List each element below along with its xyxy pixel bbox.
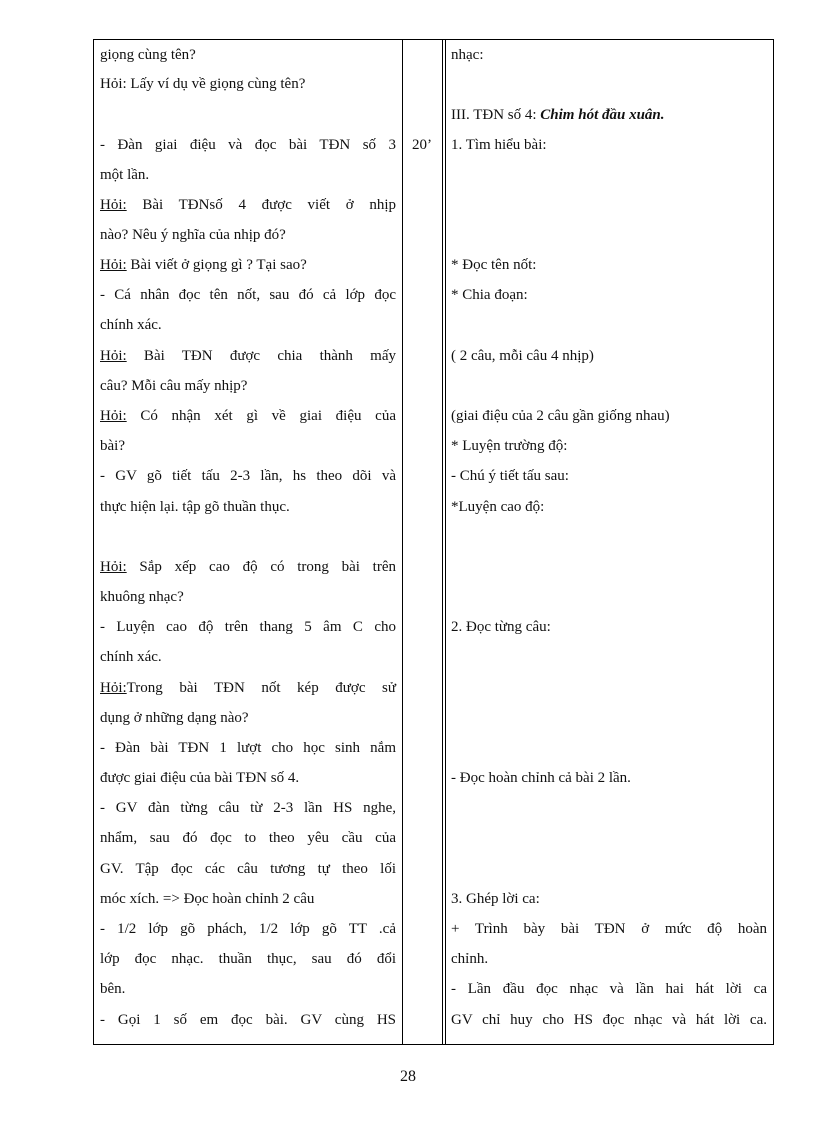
text-line: - Luyện cao độ trên thang 5 âm C cho bbox=[100, 619, 396, 635]
question-line bbox=[100, 190, 396, 220]
text-line: - Gọi 1 số em đọc bài. GV cùng HS bbox=[100, 1012, 396, 1028]
text-line: Hỏi: Lấy ví dụ về giọng cùng tên? bbox=[100, 76, 306, 92]
page-number: 28 bbox=[400, 1068, 416, 1085]
text-line: - GV gõ tiết tấu 2-3 lần, hs theo dõi và bbox=[100, 468, 396, 484]
text-line: - GV đàn từng câu từ 2-3 lần HS nghe, bbox=[100, 800, 396, 816]
text-line: - Đọc hoàn chỉnh cả bài 2 lần. bbox=[451, 770, 631, 786]
text-line: (giai điệu của 2 câu gần giống nhau) bbox=[451, 408, 670, 424]
text-line: chỉnh. bbox=[451, 951, 489, 967]
text-line: chính xác. bbox=[100, 317, 162, 333]
text-line: + Trình bày bài TĐN ở mức độ hoàn bbox=[451, 921, 767, 937]
question-label: Hỏi: bbox=[100, 559, 127, 575]
text-line: 1. Tìm hiểu bài: bbox=[451, 137, 547, 153]
question-text: Có nhận xét gì về giai điệu của bbox=[126, 408, 396, 424]
text-line: câu? Mỗi câu mấy nhịp? bbox=[100, 378, 248, 394]
question-line bbox=[100, 250, 396, 280]
text-line: - Đàn bài TĐN 1 lượt cho học sinh nắm bbox=[100, 740, 396, 756]
question-text: Bài viết ở giọng gì ? Tại sao? bbox=[126, 257, 307, 273]
text-line: bên. bbox=[100, 981, 126, 997]
text-line: - Đàn giai điệu và đọc bài TĐN số 3 bbox=[100, 137, 396, 153]
text-line: GV chỉ huy cho HS đọc nhạc và hát lời ca. bbox=[451, 1012, 767, 1028]
text-line: bài? bbox=[100, 438, 125, 454]
question-line bbox=[100, 552, 396, 582]
text-line: - Chú ý tiết tấu sau: bbox=[451, 468, 569, 484]
song-title: Chim hót đầu xuân. bbox=[540, 107, 665, 123]
text-line: *Luyện cao độ: bbox=[451, 499, 545, 515]
section-heading bbox=[451, 100, 767, 130]
text-line: được giai điệu của bài TĐN số 4. bbox=[100, 770, 300, 786]
question-text: Bài TĐN được chia thành mấy bbox=[126, 348, 396, 364]
text-line: - 1/2 lớp gõ phách, 1/2 lớp gõ TT .cả bbox=[100, 921, 396, 937]
text-line: một lần. bbox=[100, 167, 150, 183]
lesson-plan-table bbox=[93, 39, 774, 1045]
text-line: 3. Ghép lời ca: bbox=[451, 891, 540, 907]
text-line: móc xích. => Đọc hoàn chỉnh 2 câu bbox=[100, 891, 315, 907]
text-line: giọng cùng tên? bbox=[100, 47, 196, 63]
column-divider-1 bbox=[402, 40, 403, 1044]
question-line bbox=[100, 401, 396, 431]
section-heading-prefix: III. TĐN số 4: bbox=[451, 107, 541, 123]
column-divider-3 bbox=[445, 40, 446, 1044]
column-divider-2 bbox=[442, 40, 443, 1044]
question-text: Sắp xếp cao độ có trong bài trên bbox=[126, 559, 396, 575]
question-label: Hỏi: bbox=[100, 680, 127, 696]
time-value: 20’ bbox=[412, 137, 432, 153]
text-line: khuông nhạc? bbox=[100, 589, 184, 605]
text-line: - Lần đầu đọc nhạc và lần hai hát lời ca bbox=[451, 981, 767, 997]
text-line: - Cá nhân đọc tên nốt, sau đó cả lớp đọc bbox=[100, 287, 396, 303]
text-line: * Chia đoạn: bbox=[451, 287, 528, 303]
question-text: Trong bài TĐN nốt kép được sử bbox=[126, 680, 396, 696]
question-line bbox=[100, 341, 396, 371]
text-line: dụng ở những dạng nào? bbox=[100, 710, 249, 726]
text-line: lớp đọc nhạc. thuần thục, sau đó đổi bbox=[100, 951, 396, 967]
text-line: ( 2 câu, mỗi câu 4 nhịp) bbox=[451, 348, 594, 364]
question-label: Hỏi: bbox=[100, 408, 127, 424]
text-line: nhạc: bbox=[451, 47, 484, 63]
question-line bbox=[100, 673, 396, 703]
text-line: nào? Nêu ý nghĩa của nhịp đó? bbox=[100, 227, 286, 243]
text-line: thực hiện lại. tập gõ thuần thục. bbox=[100, 499, 290, 515]
question-label: Hỏi: bbox=[100, 348, 127, 364]
text-line: chính xác. bbox=[100, 649, 162, 665]
text-line: 2. Đọc từng câu: bbox=[451, 619, 551, 635]
text-line: * Luyện trường độ: bbox=[451, 438, 568, 454]
question-text: Bài TĐNsố 4 được viết ở nhịp bbox=[126, 197, 396, 213]
text-line: nhẩm, sau đó đọc to theo yêu cầu của bbox=[100, 830, 396, 846]
text-line: * Đọc tên nốt: bbox=[451, 257, 537, 273]
question-label: Hỏi: bbox=[100, 257, 127, 273]
question-label: Hỏi: bbox=[100, 197, 127, 213]
text-line: GV. Tập đọc các câu tương tự theo lối bbox=[100, 861, 396, 877]
